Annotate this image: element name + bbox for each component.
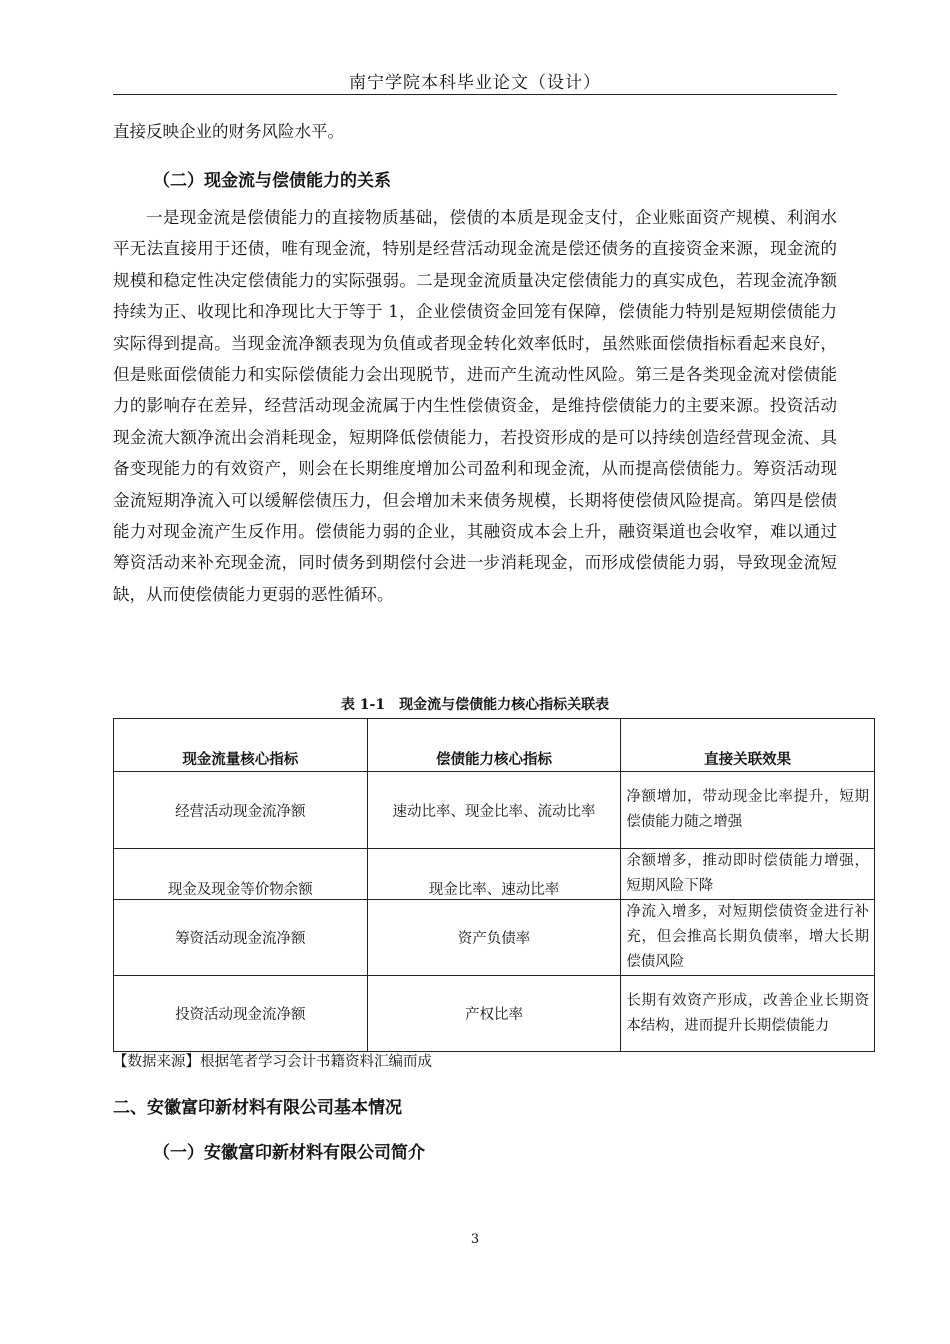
column-header: 现金流量核心指标	[114, 719, 368, 772]
indicator-table	[113, 718, 875, 1052]
table-header-row	[114, 719, 875, 772]
table-caption: 表 1-1 现金流与偿债能力核心指标关联表	[340, 697, 610, 713]
table-row	[114, 976, 875, 1052]
table-row	[114, 849, 875, 900]
data-source-note: 【数据来源】根据笔者学习会计书籍资料汇编而成	[113, 1054, 432, 1070]
table-row	[114, 772, 875, 849]
cash-indicator-cell: 经营活动现金流净额	[114, 772, 368, 849]
effect-cell: 净流入增多，对短期偿债资金进行补充，但会推高长期负债率，增大长期偿债风险	[621, 900, 875, 976]
table-row	[114, 900, 875, 976]
solvency-indicator-cell: 资产负债率	[367, 900, 621, 976]
effect-cell: 余额增多，推动即时偿债能力增强，短期风险下降	[621, 849, 875, 900]
cash-indicator-cell: 现金及现金等价物余额	[114, 849, 368, 900]
page-number: 3	[470, 1232, 480, 1247]
solvency-indicator-cell: 现金比率、速动比率	[367, 849, 621, 900]
subsection-heading: （一）安徽富印新材料有限公司简介	[153, 1143, 425, 1163]
chapter-heading: 二、安徽富印新材料有限公司基本情况	[113, 1098, 402, 1118]
solvency-indicator-cell: 速动比率、现金比率、流动比率	[367, 772, 621, 849]
effect-cell: 净额增加，带动现金比率提升，短期偿债能力随之增强	[621, 772, 875, 849]
running-header: 南宁学院本科毕业论文（设计）	[349, 73, 601, 93]
column-header: 直接关联效果	[621, 719, 875, 772]
solvency-indicator-cell: 产权比率	[367, 976, 621, 1052]
body-paragraph: 一是现金流是偿债能力的直接物质基础，偿债的本质是现金支付，企业账面资产规模、利润水平无法直接用于还债，唯有现金流，特别是经营活动现金流是偿还债务的直接资金来源，现金流的规模和稳定性决定偿债能力的实际强弱。二是现金流质量决定偿债能力的真实成色，若现金流净额持续为正、收现比和净现比大于等于 1，企业偿债资金回笼有保障，偿债能力特别是短期偿债能力实际得到提高。当现金流净额表现为负值或者现金转化效率低时，虽然账面偿债指标看起来良好，但是账面偿债能力和实际偿债能力会出现脱节，进而产生流动性风险。第三是各类现金流对偿债能力的影响存在差异，经营活动现金流属于内生性偿债资金，是维持偿债能力的主要来源。投资活动现金流大额净流出会消耗现金，短期降低偿债能力，若投资形成的是可以持续创造经营现金流、具备变现能力的有效资产，则会在长期维度增加公司盈利和现金流，从而提高偿债能力。筹资活动现金流短期净流入可以缓解偿债压力，但会增加未来债务规模，长期将使偿债风险提高。第四是偿债能力对现金流产生反作用。偿债能力弱的企业，其融资成本会上升，融资渠道也会收窄，难以通过筹资活动来补充现金流，同时债务到期偿付会进一步消耗现金，而形成偿债能力弱，导致现金流短缺，从而使偿债能力更弱的恶性循环。	[113, 208, 837, 604]
cash-indicator-cell: 筹资活动现金流净额	[114, 900, 368, 976]
section-heading: （二）现金流与偿债能力的关系	[153, 171, 391, 191]
cash-indicator-cell: 投资活动现金流净额	[114, 976, 368, 1052]
header-rule	[113, 94, 837, 95]
continued-text: 直接反映企业的财务风险水平。	[113, 122, 344, 141]
effect-cell: 长期有效资产形成，改善企业长期资本结构，进而提升长期偿债能力	[621, 976, 875, 1052]
column-header: 偿债能力核心指标	[367, 719, 621, 772]
